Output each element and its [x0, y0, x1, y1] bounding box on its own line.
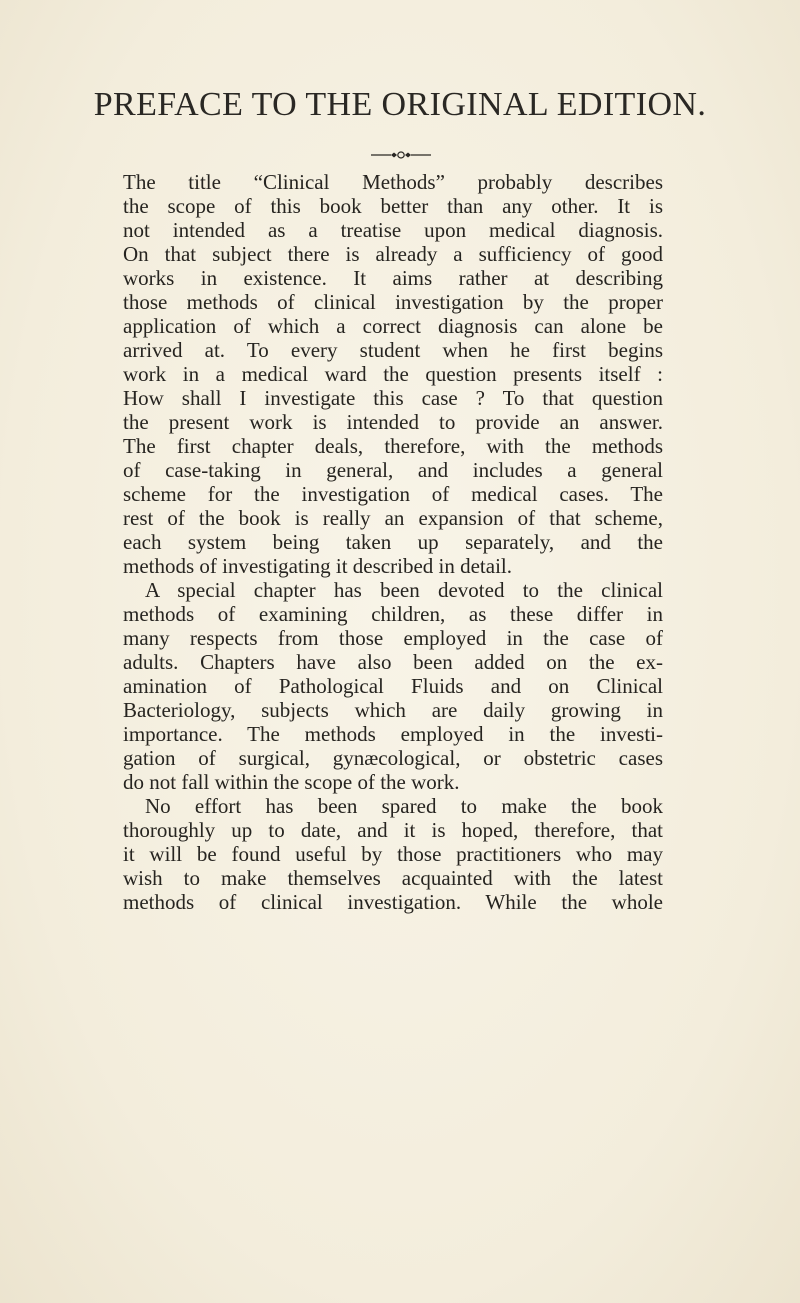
text-line: importance. The methods employed in the investi- — [123, 722, 663, 746]
text-line: the scope of this book better than any other. It is — [123, 194, 663, 218]
text-line: of case-taking in general, and includes a general — [123, 458, 663, 482]
text-line: adults. Chapters have also been added on the ex- — [123, 650, 663, 674]
preface-body — [123, 170, 663, 914]
text-line: gation of surgical, gynæcological, or obstetric cases — [123, 746, 663, 770]
text-line: The first chapter deals, therefore, with the methods — [123, 434, 663, 458]
text-line: the present work is intended to provide an answer. — [123, 410, 663, 434]
text-line: methods of clinical investigation. While the whole — [123, 890, 663, 914]
text-line: wish to make themselves acquainted with the latest — [123, 866, 663, 890]
text-line: application of which a correct diagnosis can alone be — [123, 314, 663, 338]
text-line: methods of examining children, as these differ in — [123, 602, 663, 626]
text-line: No effort has been spared to make the book — [145, 794, 663, 818]
text-line: How shall I investigate this case ? To that question — [123, 386, 663, 410]
text-line: thoroughly up to date, and it is hoped, therefore, that — [123, 818, 663, 842]
text-line: arrived at. To every student when he first begins — [123, 338, 663, 362]
text-line: those methods of clinical investigation by the proper — [123, 290, 663, 314]
text-line: rest of the book is really an expansion of that scheme, — [123, 506, 663, 530]
text-line: methods of investigating it described in detail. — [123, 554, 513, 578]
text-line: amination of Pathological Fluids and on Clinical — [123, 674, 663, 698]
text-line: many respects from those employed in the case of — [123, 626, 663, 650]
text-line: A special chapter has been devoted to the clinical — [145, 578, 663, 602]
page-title: PREFACE TO THE ORIGINAL EDITION. — [93, 86, 707, 123]
text-line: work in a medical ward the question presents itself : — [123, 362, 663, 386]
text-line: each system being taken up separately, and the — [123, 530, 663, 554]
title-ornament-divider — [371, 148, 431, 162]
text-line: do not fall within the scope of the work. — [123, 770, 460, 794]
text-line: not intended as a treatise upon medical diagnosis. — [123, 218, 663, 242]
text-line: it will be found useful by those practitioners who may — [123, 842, 663, 866]
text-line: On that subject there is already a sufficiency of good — [123, 242, 663, 266]
text-line: The title “Clinical Methods” probably describes — [123, 170, 663, 194]
text-line: works in existence. It aims rather at describing — [123, 266, 663, 290]
text-line: Bacteriology, subjects which are daily growing in — [123, 698, 663, 722]
text-line: scheme for the investigation of medical cases. The — [123, 482, 663, 506]
